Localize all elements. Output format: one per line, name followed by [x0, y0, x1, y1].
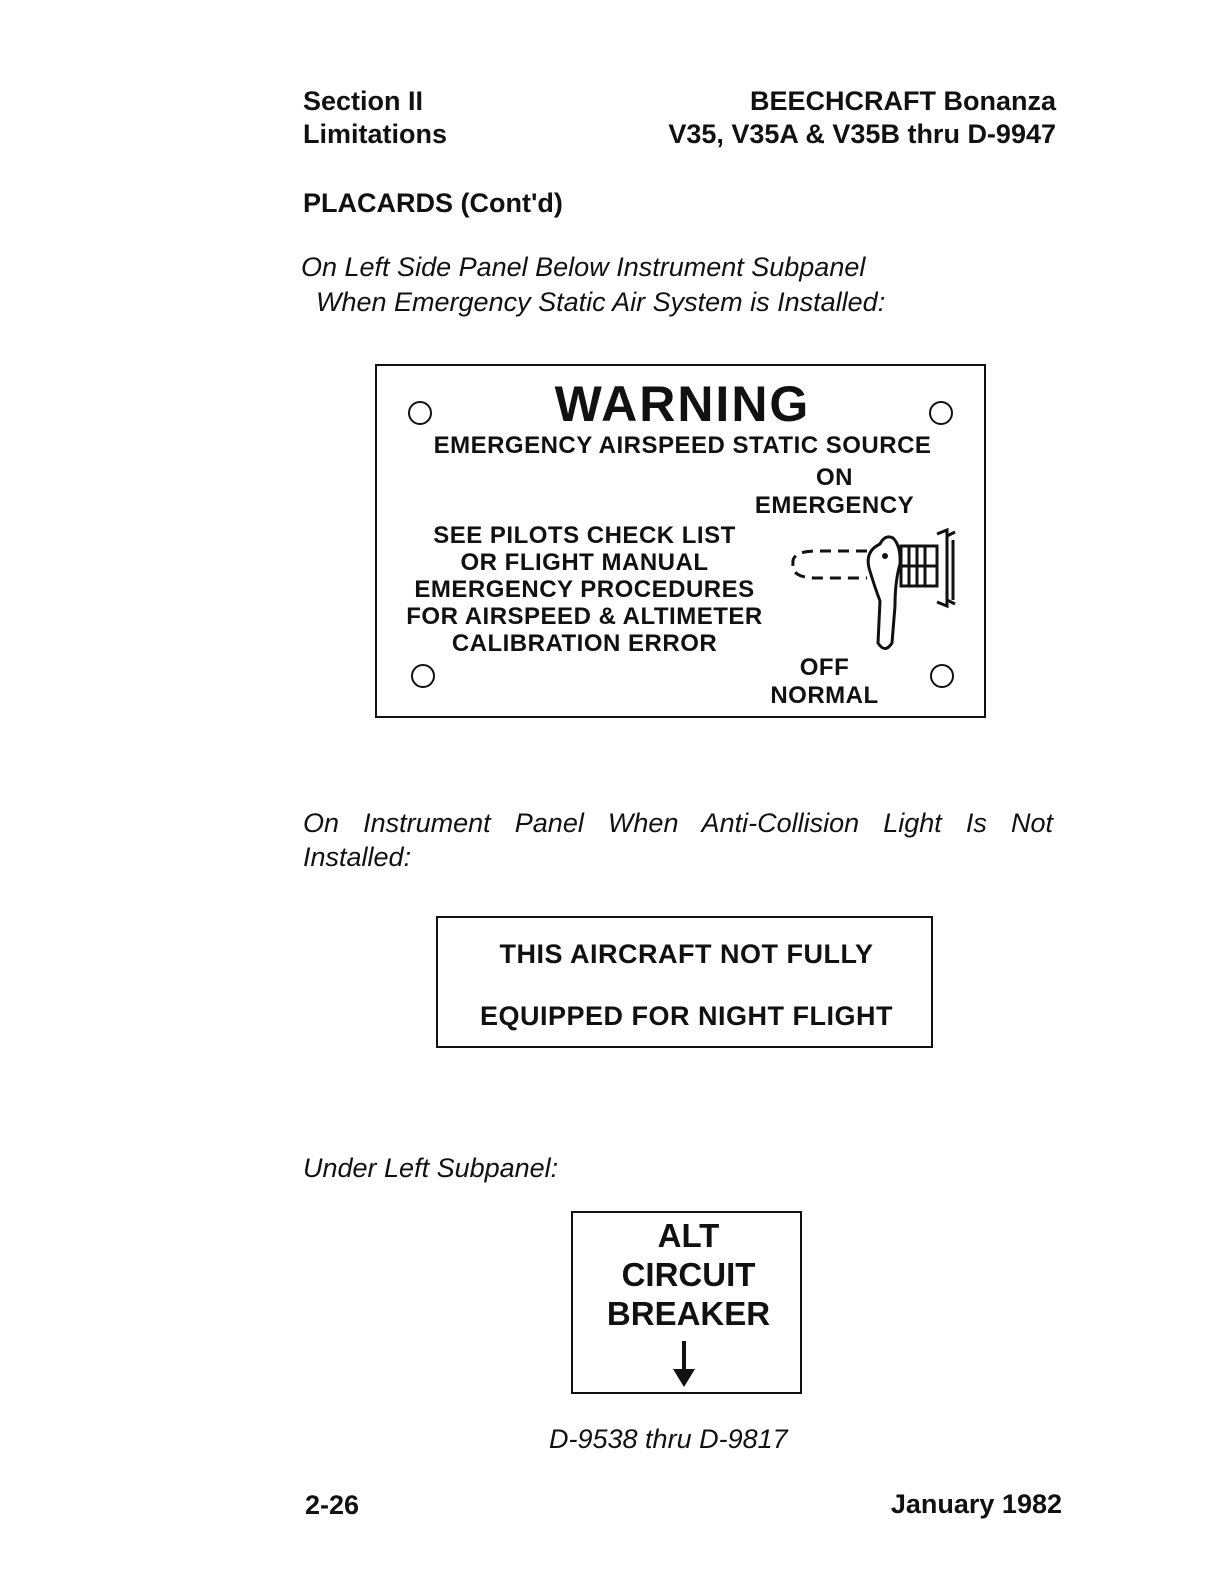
instruction-line: OR FLIGHT MANUAL: [460, 549, 709, 576]
page-number: 2-26: [305, 1490, 360, 1520]
instruction-line: SEE PILOTS CHECK LIST: [433, 522, 736, 549]
night-flight-line2: EQUIPPED FOR NIGHT FLIGHT: [479, 1001, 893, 1031]
mounting-hole-icon: [930, 664, 954, 688]
subsection-label: Limitations: [303, 119, 448, 149]
warning-title: WARNING: [554, 376, 811, 432]
placard1-location-line1: On Left Side Panel Below Instrument Subpanel: [301, 252, 866, 282]
instruction-line: EMERGENCY PROCEDURES: [414, 576, 755, 603]
static-source-valve-icon: [785, 516, 960, 661]
serial-range-caption: D-9538 thru D-9817: [549, 1424, 788, 1454]
warning-subtitle: EMERGENCY AIRSPEED STATIC SOURCE: [433, 432, 932, 459]
night-flight-line1: THIS AIRCRAFT NOT FULLY: [499, 939, 874, 969]
mounting-hole-icon: [411, 664, 435, 688]
placard2-location-line2: Installed:: [303, 842, 412, 872]
section-label: Section II: [303, 86, 424, 116]
alt-circuit-breaker-placard: [571, 1211, 802, 1394]
breaker-line: CIRCUIT: [621, 1256, 756, 1293]
placard2-location-line1: On Instrument Panel When Anti-Collision Light Is Not: [303, 808, 1053, 838]
warning-placard: [375, 364, 986, 718]
emergency-label: EMERGENCY: [754, 492, 915, 519]
on-label: ON: [816, 464, 853, 491]
down-arrow-icon: [671, 1339, 697, 1389]
aircraft-models: V35, V35A & V35B thru D-9947: [668, 119, 1056, 149]
off-label: OFF: [799, 654, 850, 681]
footer-date: January 1982: [890, 1489, 1062, 1519]
placard3-location: Under Left Subpanel:: [303, 1153, 559, 1183]
placard1-location-line2: When Emergency Static Air System is Installed:: [316, 287, 886, 317]
aircraft-title: BEECHCRAFT Bonanza: [749, 86, 1056, 116]
instruction-line: FOR AIRSPEED & ALTIMETER: [406, 603, 763, 630]
normal-label: NORMAL: [770, 682, 879, 709]
instruction-line: CALIBRATION ERROR: [451, 630, 718, 657]
breaker-line: BREAKER: [606, 1295, 771, 1332]
page-heading: PLACARDS (Cont'd): [303, 188, 563, 218]
breaker-line: ALT: [657, 1217, 720, 1254]
night-flight-placard: [436, 916, 933, 1048]
